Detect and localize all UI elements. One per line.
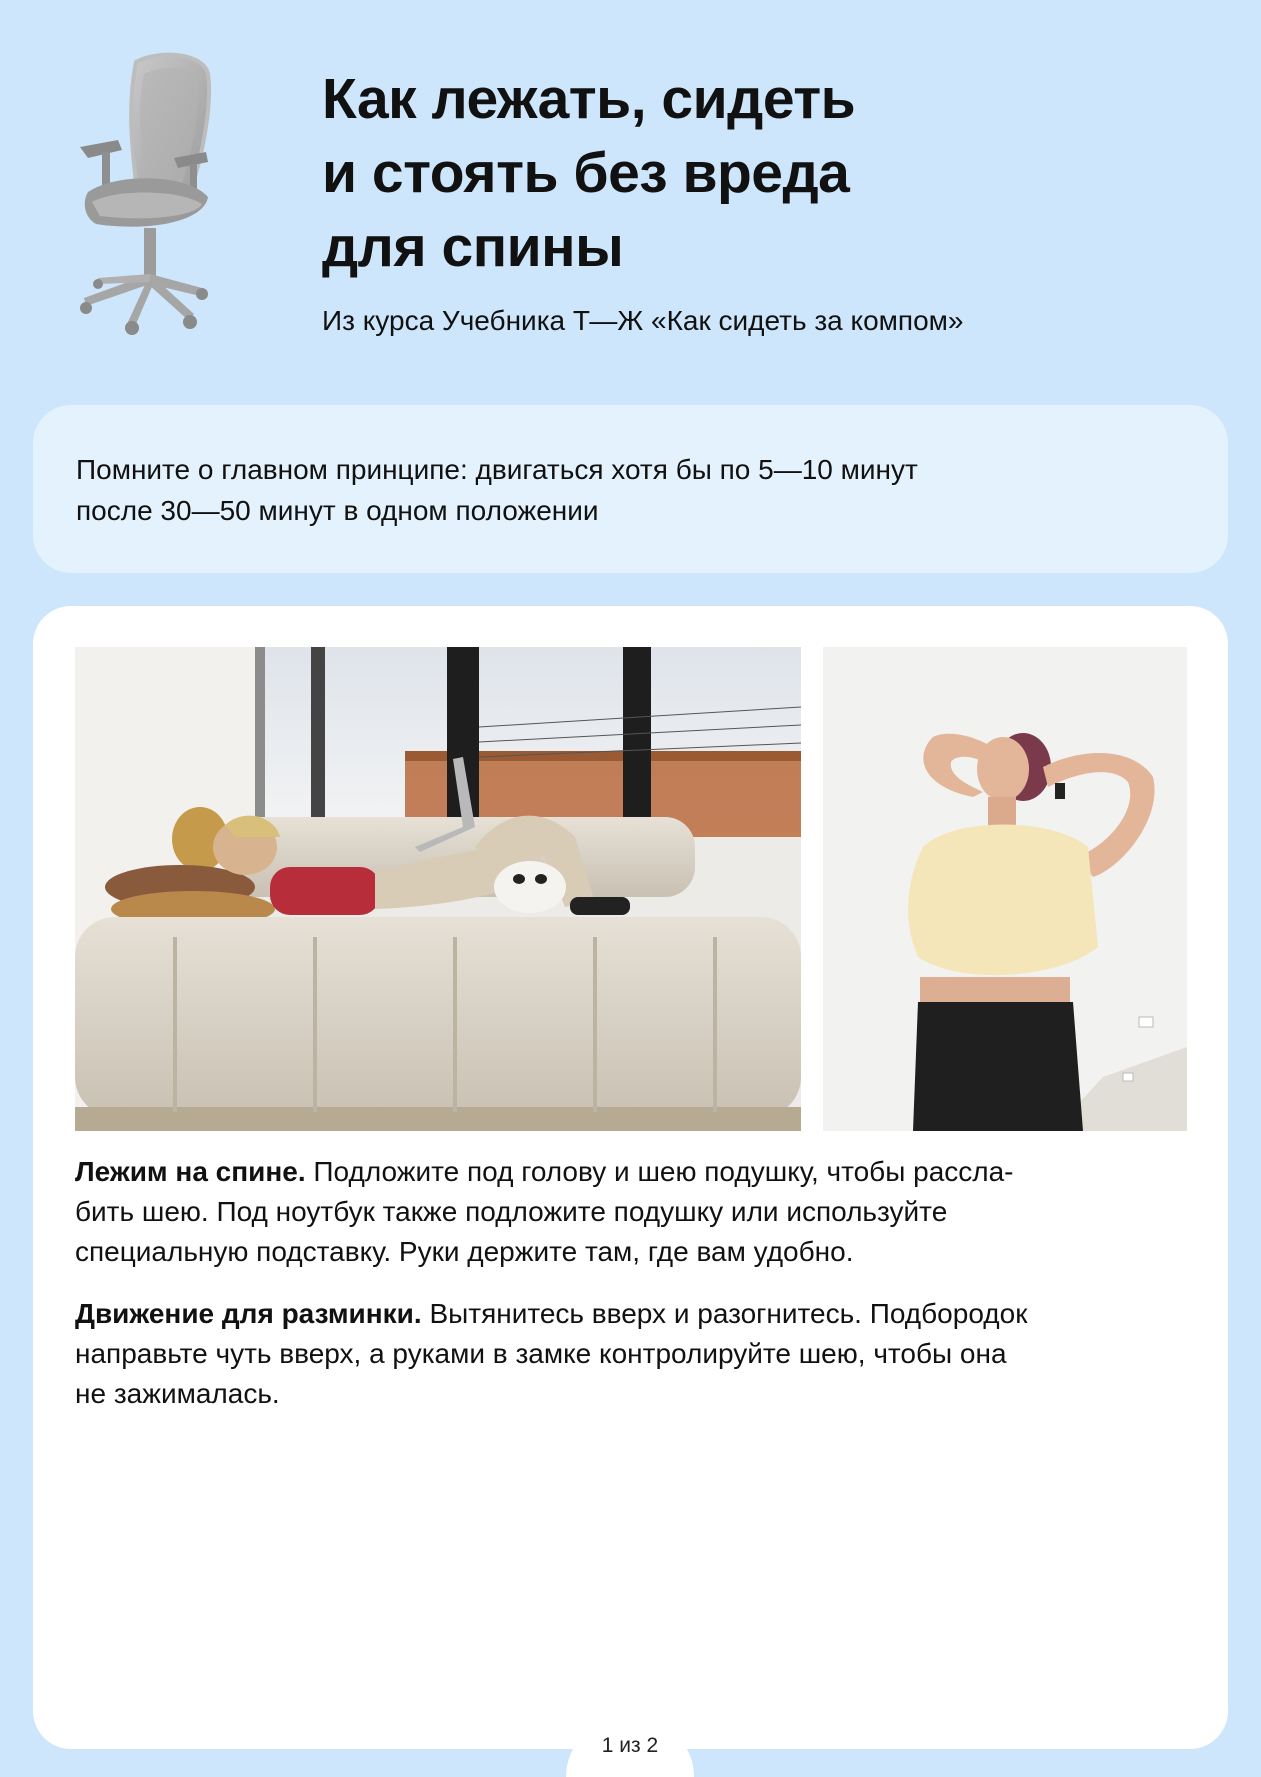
- section-heading-lying: Лежим на спине.: [75, 1156, 306, 1187]
- office-chair-icon: [78, 52, 238, 352]
- note-line-1: Помните о главном принципе: двигаться хотя бы по 5—10 минут: [76, 454, 918, 485]
- section-warmup-line-3: не зажималась.: [75, 1378, 280, 1409]
- title-line-2: и стоять без вреда: [322, 141, 850, 205]
- page-header: [0, 0, 1261, 380]
- section-lying-line-1: Подложите под голову и шею подушку, чтобы рассла-: [305, 1156, 1014, 1187]
- section-heading-warmup: Движение для разминки.: [75, 1298, 422, 1329]
- title-line-3: для спины: [322, 215, 624, 279]
- section-lying-on-back: [75, 1152, 1190, 1272]
- note-line-2: после 30—50 минут в одном положении: [76, 495, 599, 526]
- section-warmup-line-1: Вытянитесь вверх и разогнитесь. Подбородок: [421, 1298, 1028, 1329]
- photo-lying-on-sofa: [75, 647, 801, 1131]
- section-lying-line-3: специальную подставку. Руки держите там, где вам удобно.: [75, 1236, 854, 1267]
- photo-stretching: [823, 647, 1187, 1131]
- section-warmup-movement: [75, 1294, 1190, 1414]
- page-indicator: 1 из 2: [566, 1718, 694, 1777]
- section-lying-line-2: бить шею. Под ноутбук также подложите подушку или используйте: [75, 1196, 948, 1227]
- title-line-1: Как лежать, сидеть: [322, 67, 856, 131]
- page-title: [322, 62, 1202, 284]
- content-card: [33, 606, 1228, 1749]
- page-subtitle: Из курса Учебника Т—Ж «Как сидеть за компом»: [322, 305, 964, 336]
- section-warmup-line-2: направьте чуть вверх, а руками в замке контролируйте шею, чтобы она: [75, 1338, 1007, 1369]
- principle-note: [33, 405, 1228, 573]
